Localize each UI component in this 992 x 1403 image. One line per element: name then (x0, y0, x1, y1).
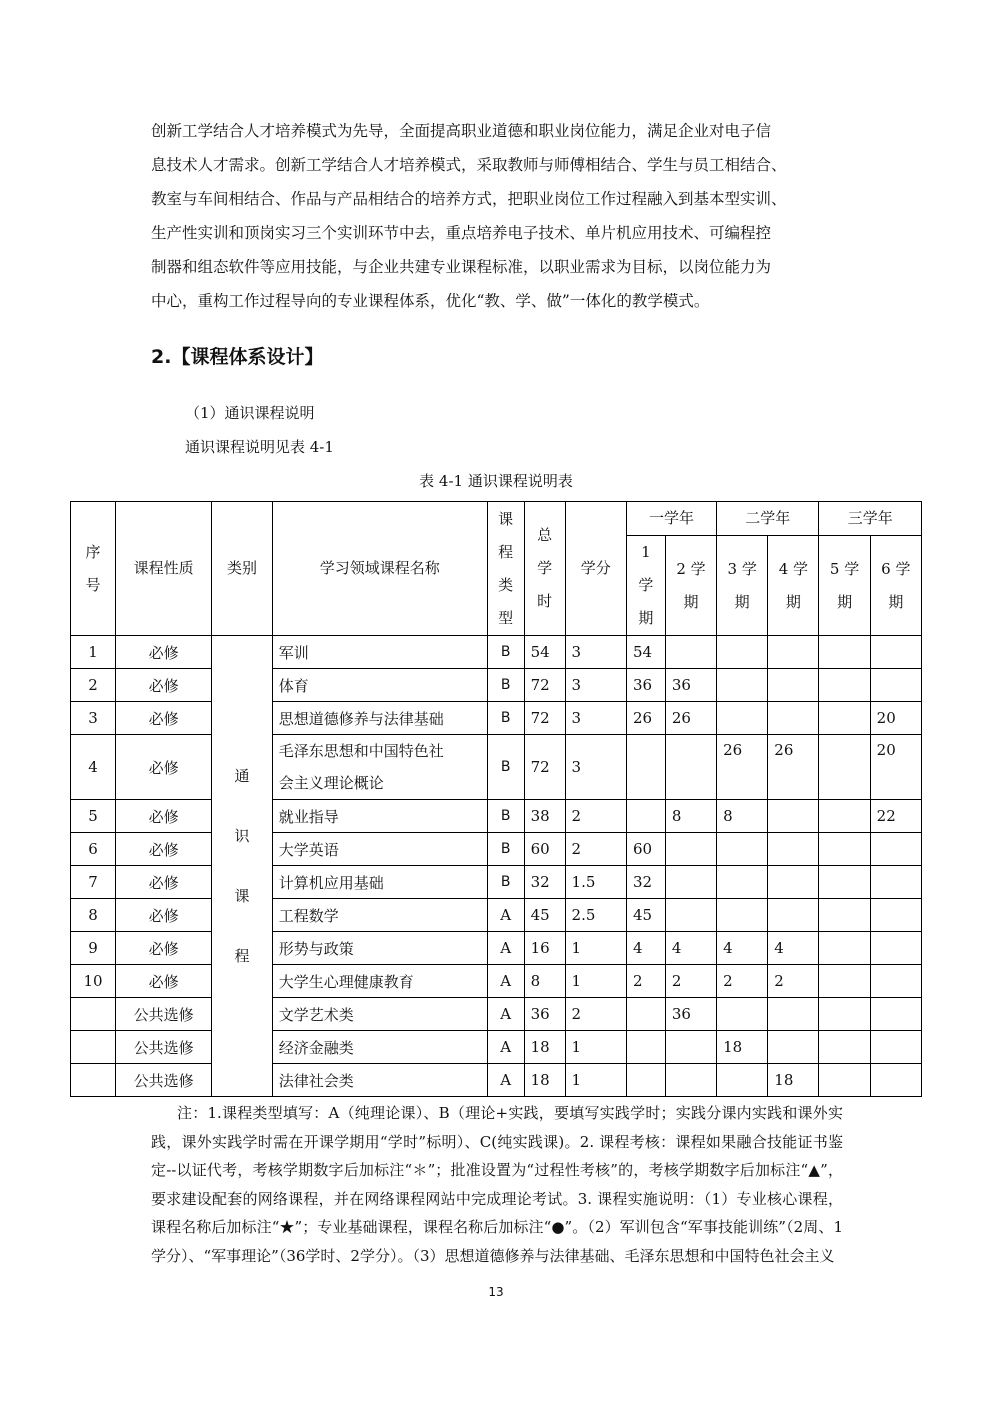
intro-line: 教室与车间相结合、作品与产品相结合的培养方式，把职业岗位工作过程融入到基本型实训、 (151, 190, 787, 208)
table-caption: 表 4-1 通识课程说明表 (419, 472, 573, 490)
table-row: 10 必修 大学生心理健康教育 A 8 1 2 2 2 2 (71, 965, 922, 998)
table-row: 4 必修 毛泽东思想和中国特色社 会主义理论概论 B 72 3 26 26 20 (71, 735, 922, 800)
header-category: 类别 (212, 502, 272, 636)
header-year-1: 一学年 (626, 502, 716, 536)
intro-line: 息技术人才需求。创新工学结合人才培养模式，采取教师与师傅相结合、学生与员工相结合、 (151, 156, 787, 174)
header-year-2: 二学年 (717, 502, 819, 536)
table-row: 8 必修 工程数学 A 45 2.5 45 (71, 899, 922, 932)
header-credit: 学分 (565, 502, 626, 636)
table-row: 2 必修 体育 B 72 3 36 36 (71, 669, 922, 702)
header-semester-4: 4 学 期 (768, 536, 819, 636)
header-semester-2: 2 学 期 (665, 536, 716, 636)
table-row: 公共选修 文学艺术类 A 36 2 36 (71, 998, 922, 1031)
table-note: 注：1.课程类型填写：A（纯理论课）、B（理论+实践，要填写实践学时；实践分课内实践和课外实践，课外实践学时需在开课学期用“学时”标明）、C(纯实践课)。2. 课程考核：课程如果融合技能证书鉴定--以证代考，考核学期数字后加标注“＊”；批准设置为“过程性考核”的，考核学期数字后加标注“▲”，要求建设配套的网络课程，并在网络课程网站中完成理论考试。3. 课程实施说明：（1）专业核心课程，课程名称后加标注“★”；专业基础课程，课程名称后加标注“●”。（2）军训包含“军事技能训练”（2周、1学分）、“军事理论”（36学时、2学分）。（3）思想道德修养与法律基础、毛泽东思想和中国特色社会主义 (151, 1104, 843, 1265)
intro-line: 创新工学结合人才培养模式为先导，全面提高职业道德和职业岗位能力，满足企业对电子信 (151, 122, 772, 140)
header-nature: 课程性质 (116, 502, 212, 636)
header-course-name: 学习领域课程名称 (272, 502, 487, 636)
intro-paragraph (151, 114, 843, 318)
table-row: 9 必修 形势与政策 A 16 1 4 4 4 4 (71, 932, 922, 965)
table-row: 7 必修 计算机应用基础 B 32 1.5 32 (71, 866, 922, 899)
header-semester-6: 6 学 期 (870, 536, 921, 636)
subheading: （1）通识课程说明 (185, 404, 315, 422)
table-row: 6 必修 大学英语 B 60 2 60 (71, 833, 922, 866)
intro-line: 生产性实训和顶岗实习三个实训环节中去，重点培养电子技术、单片机应用技术、可编程控 (151, 224, 772, 242)
header-semester-3: 3 学 期 (717, 536, 768, 636)
table-row: 1 必修 通 识 课 程 军训 B 54 3 54 (71, 636, 922, 669)
table-row: 3 必修 思想道德修养与法律基础 B 72 3 26 26 20 (71, 702, 922, 735)
table-row: 公共选修 经济金融类 A 18 1 18 (71, 1031, 922, 1064)
intro-line: 制器和组态软件等应用技能，与企业共建专业课程标准，以职业需求为目标，以岗位能力为 (151, 258, 772, 276)
header-semester-1: 1 学 期 (626, 536, 665, 636)
header-semester-5: 5 学 期 (819, 536, 870, 636)
category-cell: 通 识 课 程 (212, 636, 272, 1097)
course-name-row4: 毛泽东思想和中国特色社 会主义理论概论 (272, 735, 487, 800)
page-number: 13 (488, 1285, 504, 1299)
course-table (70, 501, 922, 1097)
section-heading: 2.【课程体系设计】 (151, 346, 324, 368)
header-seq: 序 号 (71, 502, 116, 636)
table-row: 公共选修 法律社会类 A 18 1 18 (71, 1064, 922, 1097)
intro-line: 中心，重构工作过程导向的专业课程体系，优化“教、学、做”一体化的教学模式。 (151, 292, 710, 310)
header-total-hours: 总 学 时 (524, 502, 565, 636)
table-row: 5 必修 就业指导 B 38 2 8 8 22 (71, 800, 922, 833)
header-year-3: 三学年 (819, 502, 922, 536)
reference-line: 通识课程说明见表 4-1 (185, 438, 334, 456)
header-course-type: 课 程 类 型 (487, 502, 524, 636)
